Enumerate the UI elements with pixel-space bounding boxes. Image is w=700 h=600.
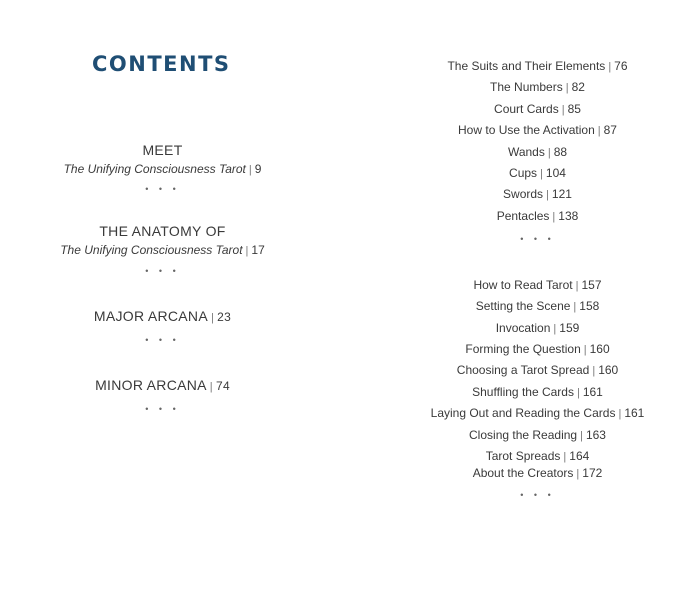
section-subtitle-line bbox=[0, 160, 325, 179]
page-number: 76 bbox=[614, 59, 628, 73]
page-number: 164 bbox=[569, 449, 590, 463]
toc-entry[interactable] bbox=[375, 165, 700, 182]
page-number: 160 bbox=[589, 342, 610, 356]
section-subtitle-line bbox=[0, 241, 325, 260]
toc-entry[interactable] bbox=[375, 341, 700, 358]
page-separator: | bbox=[608, 61, 612, 73]
toc-entry[interactable] bbox=[375, 448, 700, 465]
toc-entry[interactable] bbox=[375, 277, 700, 294]
page-number: 160 bbox=[598, 363, 619, 377]
toc-entry[interactable] bbox=[375, 208, 700, 225]
page-number: 85 bbox=[567, 102, 581, 116]
page-separator: | bbox=[209, 381, 213, 393]
ornament-dots: • • • bbox=[145, 335, 180, 345]
toc-entry[interactable] bbox=[375, 298, 700, 315]
ornament-dots: • • • bbox=[145, 404, 180, 414]
entry-title: Invocation bbox=[495, 321, 551, 335]
entry-title: Shuffling the Cards bbox=[472, 385, 574, 399]
page-separator: | bbox=[547, 147, 551, 159]
page-number: 74 bbox=[215, 379, 230, 393]
section-title: MAJOR ARCANA bbox=[93, 308, 208, 324]
toc-entry[interactable] bbox=[375, 384, 700, 401]
page-number: 172 bbox=[582, 466, 603, 480]
toc-entry[interactable] bbox=[375, 320, 700, 337]
toc-entry[interactable] bbox=[375, 144, 700, 161]
page-separator: | bbox=[576, 468, 580, 480]
entry-title: Laying Out and Reading the Cards bbox=[430, 406, 616, 420]
toc-entry[interactable] bbox=[375, 427, 700, 444]
page-number: 87 bbox=[603, 123, 617, 137]
page-number: 159 bbox=[559, 321, 580, 335]
page-separator: | bbox=[540, 168, 543, 180]
toc-section-meet[interactable] bbox=[0, 141, 325, 179]
toc-section-minor-arcana[interactable] bbox=[0, 376, 325, 396]
section-title: THE ANATOMY OF bbox=[99, 223, 226, 239]
entry-title: Swords bbox=[503, 187, 544, 201]
toc-entry[interactable] bbox=[375, 362, 700, 379]
page-separator: | bbox=[552, 211, 556, 223]
entry-title: Tarot Spreads bbox=[485, 449, 561, 463]
entry-title: The Suits and Their Elements bbox=[447, 59, 606, 73]
page-separator: | bbox=[245, 245, 249, 257]
page-separator: | bbox=[565, 82, 569, 94]
entry-title: Wands bbox=[507, 145, 545, 159]
entry-title: Forming the Question bbox=[465, 342, 581, 356]
toc-entry[interactable] bbox=[375, 465, 700, 482]
page-separator: | bbox=[210, 312, 215, 324]
entry-title: Court Cards bbox=[494, 102, 559, 116]
page-number: 161 bbox=[624, 406, 645, 420]
page-number: 163 bbox=[585, 428, 606, 442]
page-number: 121 bbox=[551, 187, 572, 201]
section-title-line bbox=[0, 307, 325, 327]
toc-section-anatomy[interactable] bbox=[0, 222, 325, 260]
entry-title: Cups bbox=[509, 166, 538, 180]
entry-title: About the Creators bbox=[472, 466, 574, 480]
toc-entry[interactable] bbox=[375, 101, 700, 118]
page-number: 82 bbox=[571, 80, 585, 94]
ornament-dots: • • • bbox=[145, 184, 180, 194]
page-number: 104 bbox=[545, 166, 566, 180]
page-number: 23 bbox=[217, 310, 232, 324]
entry-title: Choosing a Tarot Spread bbox=[456, 363, 590, 377]
section-subtitle: The Unifying Consciousness Tarot bbox=[63, 162, 246, 176]
section-title: MINOR ARCANA bbox=[95, 377, 207, 393]
toc-entry[interactable] bbox=[375, 186, 700, 203]
page-number: 88 bbox=[553, 145, 568, 159]
page-number: 158 bbox=[579, 299, 600, 313]
page-separator: | bbox=[583, 344, 587, 356]
toc-entry[interactable] bbox=[375, 405, 700, 422]
page-separator: | bbox=[575, 280, 579, 292]
page-number: 138 bbox=[558, 209, 579, 223]
page-separator: | bbox=[563, 451, 567, 463]
page-separator: | bbox=[576, 387, 580, 399]
page-separator: | bbox=[573, 301, 577, 313]
page-separator: | bbox=[580, 430, 583, 442]
right-column bbox=[375, 0, 700, 600]
section-title: MEET bbox=[142, 142, 183, 158]
page-number: 157 bbox=[581, 278, 602, 292]
entry-title: The Numbers bbox=[490, 80, 563, 94]
entry-title: Closing the Reading bbox=[469, 428, 578, 442]
contents-heading: CONTENTS bbox=[92, 52, 231, 76]
page-separator: | bbox=[553, 323, 557, 335]
page-separator: | bbox=[618, 408, 622, 420]
ornament-dots: • • • bbox=[520, 234, 555, 244]
ornament-dots: • • • bbox=[520, 490, 555, 500]
entry-title: Setting the Scene bbox=[475, 299, 571, 313]
page-separator: | bbox=[561, 104, 565, 116]
page-number: 9 bbox=[254, 162, 262, 176]
section-subtitle: The Unifying Consciousness Tarot bbox=[60, 243, 243, 257]
page-number: 161 bbox=[582, 385, 603, 399]
entry-title: How to Use the Activation bbox=[458, 123, 595, 137]
page-separator: | bbox=[592, 365, 596, 377]
page-separator: | bbox=[546, 189, 549, 201]
page-separator: | bbox=[248, 164, 252, 176]
toc-entry[interactable] bbox=[375, 79, 700, 96]
toc-section-major-arcana[interactable] bbox=[0, 307, 325, 327]
toc-entry[interactable] bbox=[375, 122, 700, 139]
entry-title: How to Read Tarot bbox=[473, 278, 573, 292]
left-column bbox=[0, 0, 325, 600]
ornament-dots: • • • bbox=[145, 266, 180, 276]
page-separator: | bbox=[597, 125, 601, 137]
entry-title: Pentacles bbox=[496, 209, 550, 223]
section-title-line bbox=[0, 376, 325, 396]
toc-entry[interactable] bbox=[375, 58, 700, 75]
page-number: 17 bbox=[251, 243, 265, 257]
